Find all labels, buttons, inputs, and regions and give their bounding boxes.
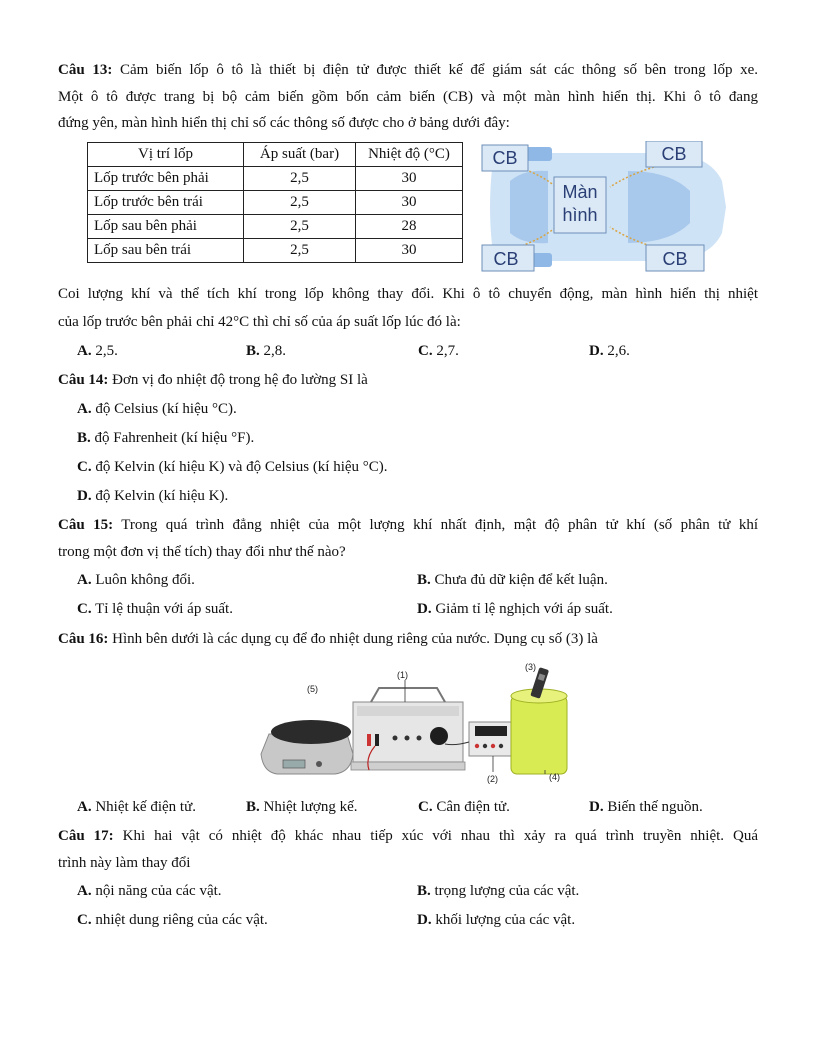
q13-line-1: Câu 13: Cảm biến lốp ô tô là thiết bị điện tử được thiết kế để giám sát các thông số bên trong lốp xe. bbox=[58, 62, 759, 78]
sensor-label: CB bbox=[492, 148, 518, 168]
q15-option-c[interactable]: C. Tỉ lệ thuận với áp suất. bbox=[77, 601, 233, 617]
table-row bbox=[88, 167, 463, 191]
table-header: Nhiệt độ (°C) bbox=[356, 143, 463, 167]
q13-line-3: đứng yên, màn hình hiển thị chỉ số các thông số được cho ở bảng dưới đây: bbox=[58, 115, 510, 131]
q13-line-5: của lốp trước bên phải chỉ 42°C thì chỉ số của áp suất lốp lúc đó là: bbox=[58, 314, 461, 330]
table-cell: 30 bbox=[356, 239, 463, 263]
table-cell: Lốp trước bên trái bbox=[88, 191, 244, 215]
q15-line-1: Câu 15: Trong quá trình đẳng nhiệt của một lượng khí nhất định, mật độ phân tử khí (số phân tử khí bbox=[58, 517, 758, 533]
table-header: Vị trí lốp bbox=[88, 143, 244, 167]
table-cell: Lốp sau bên trái bbox=[88, 239, 244, 263]
q16-option-a[interactable]: A. Nhiệt kế điện tử. bbox=[77, 799, 196, 815]
table-row bbox=[88, 239, 463, 263]
figure-label-3: (3) bbox=[525, 662, 536, 672]
q16-stem: Câu 16: Hình bên dưới là các dụng cụ để đo nhiệt dung riêng của nước. Dụng cụ số (3) là bbox=[58, 631, 598, 647]
table-cell: 2,5 bbox=[244, 239, 356, 263]
q15-label: Câu 15: bbox=[58, 517, 114, 533]
table-header-row bbox=[88, 143, 463, 167]
sensor-label: CB bbox=[661, 144, 687, 164]
car-sensor-diagram bbox=[478, 141, 730, 273]
sensor-rear-left bbox=[482, 245, 534, 271]
table-cell: 28 bbox=[356, 215, 463, 239]
calorimeter bbox=[511, 689, 567, 774]
table-cell: Lốp sau bên phải bbox=[88, 215, 244, 239]
electronic-scale bbox=[261, 720, 353, 774]
figure-label-2: (2) bbox=[487, 774, 498, 784]
table-row bbox=[88, 191, 463, 215]
q17-line-2: trình này làm thay đổi bbox=[58, 855, 191, 871]
q13-line-4: Coi lượng khí và thể tích khí trong lốp không thay đổi. Khi ô tô chuyển động, màn hình hiển thị nhiệt bbox=[58, 286, 758, 302]
sensor-label: CB bbox=[662, 249, 688, 269]
q13-label: Câu 13: bbox=[58, 62, 113, 78]
q14-option-b[interactable]: B. độ Fahrenheit (kí hiệu °F). bbox=[77, 430, 255, 446]
q15-option-d[interactable]: D. Giảm tỉ lệ nghịch với áp suất. bbox=[417, 601, 613, 617]
joule-meter bbox=[469, 722, 513, 756]
q17-option-d[interactable]: D. khối lượng của các vật. bbox=[417, 912, 576, 928]
q13-line-2: Một ô tô được trang bị bộ cảm biến gồm bốn cảm biến (CB) và một màn hình hiển thị. Khi ô tô đang bbox=[58, 89, 758, 105]
tire-table bbox=[87, 142, 463, 263]
equipment-figure bbox=[255, 662, 575, 788]
table-cell: 2,5 bbox=[244, 167, 356, 191]
table-header: Áp suất (bar) bbox=[244, 143, 356, 167]
q13-option-a[interactable]: A. 2,5. bbox=[77, 343, 118, 359]
q16-option-d[interactable]: D. Biến thế nguồn. bbox=[589, 799, 703, 815]
table-cell: Lốp trước bên phải bbox=[88, 167, 244, 191]
table-row bbox=[88, 215, 463, 239]
q13-option-b[interactable]: B. 2,8. bbox=[246, 343, 287, 359]
table-cell: 2,5 bbox=[244, 215, 356, 239]
q14-stem: Câu 14: Đơn vị đo nhiệt độ trong hệ đo lường SI là bbox=[58, 372, 368, 388]
q17-option-c[interactable]: C. nhiệt dung riêng của các vật. bbox=[77, 912, 268, 928]
q17-option-a[interactable]: A. nội năng của các vật. bbox=[77, 883, 222, 899]
figure-label-5: (5) bbox=[307, 684, 318, 694]
q13-option-c[interactable]: C. 2,7. bbox=[418, 343, 459, 359]
q16-option-b[interactable]: B. Nhiệt lượng kế. bbox=[246, 799, 358, 815]
table-cell: 30 bbox=[356, 191, 463, 215]
q15-option-a[interactable]: A. Luôn không đổi. bbox=[77, 572, 195, 588]
screen-label-2: hình bbox=[562, 205, 598, 225]
figure-label-1: (1) bbox=[397, 670, 408, 680]
q17-line-1: Câu 17: Khi hai vật có nhiệt độ khác nhau tiếp xúc với nhau thì xảy ra quá trình truyền nhiệt. Quá bbox=[58, 828, 759, 844]
q14-option-a[interactable]: A. độ Celsius (kí hiệu °C). bbox=[77, 401, 237, 417]
q17-label: Câu 17: bbox=[58, 828, 114, 844]
q17-option-b[interactable]: B. trọng lượng của các vật. bbox=[417, 883, 580, 899]
q15-option-b[interactable]: B. Chưa đủ dữ kiện để kết luận. bbox=[417, 572, 608, 588]
q15-line-2: trong một đơn vị thể tích) thay đổi như thế nào? bbox=[58, 544, 346, 560]
sensor-front-right bbox=[646, 141, 702, 167]
table-cell: 2,5 bbox=[244, 191, 356, 215]
q13-option-d[interactable]: D. 2,6. bbox=[589, 343, 630, 359]
q16-option-c[interactable]: C. Cân điện tử. bbox=[418, 799, 510, 815]
q14-option-d[interactable]: D. độ Kelvin (kí hiệu K). bbox=[77, 488, 229, 504]
table-cell: 30 bbox=[356, 167, 463, 191]
sensor-label: CB bbox=[493, 249, 519, 269]
display-screen bbox=[554, 177, 606, 233]
q14-label: Câu 14: bbox=[58, 372, 109, 388]
sensor-rear-right bbox=[646, 245, 704, 271]
q16-label: Câu 16: bbox=[58, 631, 109, 647]
screen-label-1: Màn bbox=[562, 182, 598, 202]
q14-option-c[interactable]: C. độ Kelvin (kí hiệu K) và độ Celsius (kí hiệu °C). bbox=[77, 459, 388, 475]
sensor-front-left bbox=[482, 145, 528, 171]
figure-label-4: (4) bbox=[549, 772, 560, 782]
